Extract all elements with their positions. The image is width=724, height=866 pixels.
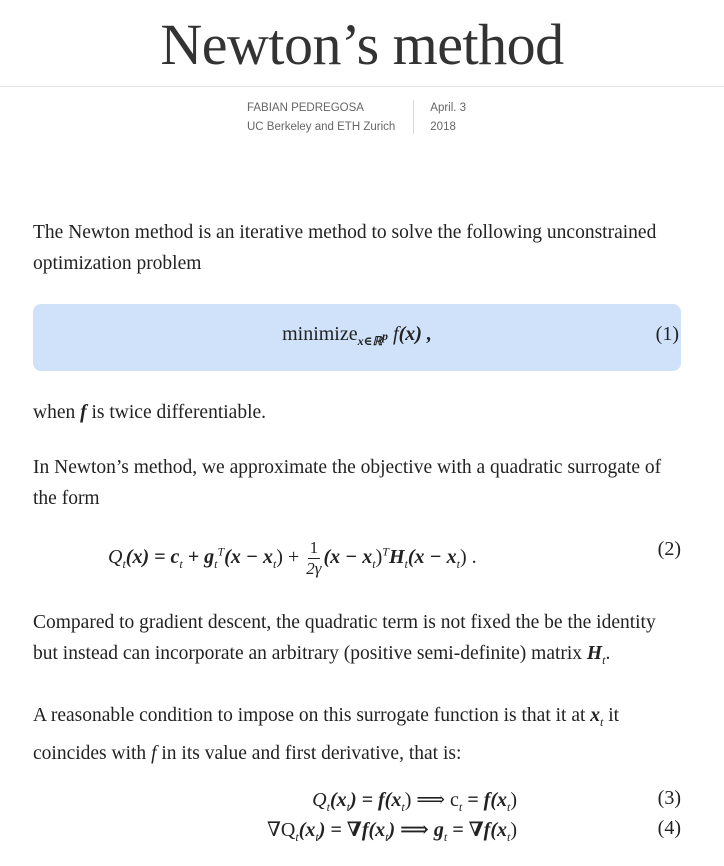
equation-3-body: $Q_t(x_t) = f(x_t)$ ⟹ $c_t = f(x_t)$ (312, 788, 517, 814)
date-line-2: 2018 (430, 121, 456, 133)
equation-2 (33, 520, 681, 584)
equation-2-body: $Q_t(x) = c_t + g_t^T(x - x_t)$ + $\frac{1}{2\gamma}$ $(x - x_t)^TH_t(x - x_t)$ . (108, 538, 477, 578)
condition-paragraph: A reasonable condition to impose on this surrogate function is that it at $x_t$ it coincides with f in its value and first derivative, that is: (33, 704, 620, 764)
when-paragraph: when f is twice differentiable. (33, 402, 267, 423)
equation-4-number: (4) (657, 816, 681, 839)
equation-4 (33, 817, 681, 847)
date-block (430, 99, 466, 137)
byline-divider (413, 100, 414, 134)
equation-4-body: $\nabla Q_t(x_t) = \nabla f(x_t)$ ⟹ $g_t = \nabla f(x_t)$ (266, 818, 517, 844)
byline (247, 99, 466, 137)
page-title: Newton’s method (160, 12, 564, 77)
equation-3-number: (3) (657, 786, 681, 809)
equation-1-box (33, 304, 681, 371)
fraction: $\frac{1}{2\gamma}$ (306, 538, 322, 578)
author-block (247, 99, 395, 137)
date-line-1: April. 3 (430, 102, 467, 114)
equation-3 (33, 787, 681, 817)
equation-1-number: (1) (655, 323, 679, 345)
newton-paragraph: In Newton’s method, we approximate the objective with a quadratic surrogate of the form (33, 457, 662, 509)
article-body (33, 217, 681, 847)
equation-1: minimize$_{x\in ℝ^p}$ f(x) , (282, 323, 432, 348)
comparison-paragraph: Compared to gradient descent, the quadratic term is not fixed the be the identity but instead can incorporate an arbitrary (positive semi-definite) matrix $H_t$. (33, 612, 656, 667)
author-name: FABIAN PEDREGOSA (247, 102, 364, 114)
intro-paragraph: The Newton method is an iterative method to solve the following unconstrained optimization problem (33, 222, 657, 274)
equation-2-number: (2) (657, 538, 681, 560)
author-affiliation: UC Berkeley and ETH Zurich (247, 121, 396, 133)
title-bar (0, 0, 724, 87)
